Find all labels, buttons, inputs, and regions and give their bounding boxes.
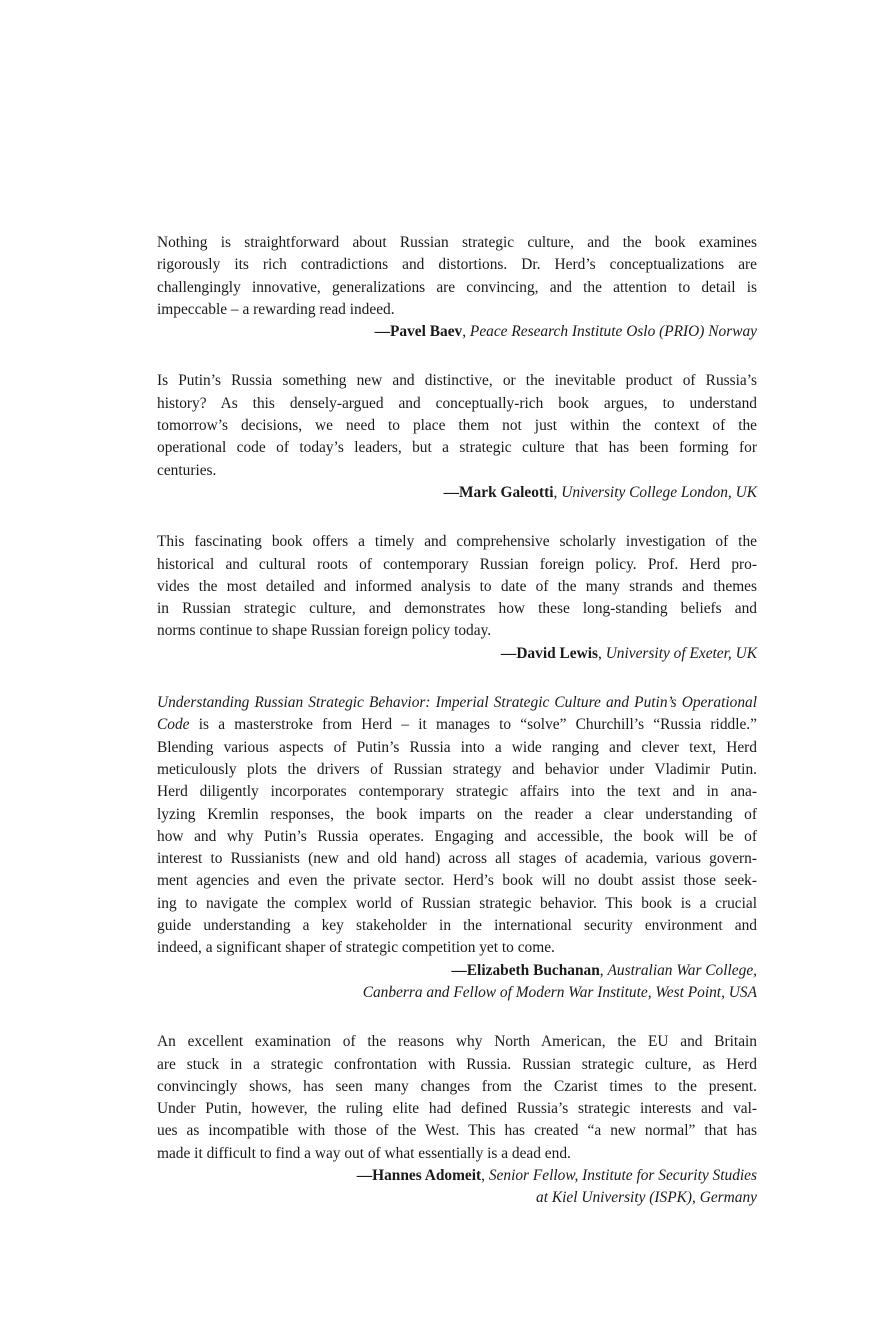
endorser-affiliation: Australian War College, (607, 961, 757, 979)
endorsement-text-fragment: is a masterstroke from Herd – it manages to “solve” Churchill’s “Russia riddle.” (189, 716, 757, 734)
endorsement-galeotti (157, 370, 757, 504)
endorser-name: Pavel Baev (389, 323, 463, 341)
endorsement-text-line: are stuck in a strategic confrontation with Russia. Russian strategic culture, as Herd (157, 1055, 757, 1073)
endorsement-text-line: lyzing Kremlin responses, the book imparts on the reader a clear understanding of (157, 805, 757, 823)
endorsement-text-line: norms continue to shape Russian foreign policy today. (157, 622, 492, 640)
endorsement-text-line: Is Putin’s Russia something new and distinctive, or the inevitable product of Russia’s (157, 372, 757, 390)
endorsement-text-line: how and why Putin’s Russia operates. Engaging and accessible, the book will be of (157, 827, 757, 845)
endorsement-text-line: interest to Russianists (new and old hand) across all stages of academia, various govern- (157, 850, 757, 868)
endorsement-baev (157, 232, 757, 343)
attribution-dash: — (443, 483, 460, 501)
attribution-dash: — (451, 961, 467, 979)
endorsement-attribution (157, 482, 757, 504)
endorsement-text-line: ment agencies and even the private sector. Herd’s book will no doubt assist those seek- (157, 872, 757, 890)
endorser-affiliation: Senior Fellow, Institute for Security Studies (488, 1166, 757, 1184)
endorsement-text-line: Nothing is straightforward about Russian strategic culture, and the book examines (157, 234, 757, 251)
endorsement-text-line: challengingly innovative, generalizations are convincing, and the attention to detail is (157, 278, 757, 296)
endorsement-text-line: Blending various aspects of Putin’s Russia into a wide ranging and clever text, Herd (157, 738, 757, 756)
attribution-dash: — (356, 1166, 373, 1184)
endorser-affiliation-continued: at Kiel University (ISPK), Germany (536, 1189, 757, 1207)
endorsement-text-line: historical and cultural roots of contemporary Russian foreign policy. Prof. Herd pro- (157, 555, 757, 573)
attribution-dash: — (374, 323, 390, 341)
endorsement-text-line: tomorrow’s decisions, we need to place them not just within the context of the (157, 417, 757, 435)
attribution-separator: , (597, 644, 606, 662)
attribution-separator: , (553, 483, 562, 501)
endorsement-text-line: made it difficult to find a way out of what essentially is a dead end. (157, 1144, 571, 1162)
endorsement-text-line: ing to navigate the complex world of Russian strategic behavior. This book is a crucial (157, 894, 757, 912)
endorsement-text-line: in Russian strategic culture, and demonstrates how these long-standing beliefs and (157, 600, 757, 618)
endorsement-lewis (157, 531, 757, 665)
book-title-line: Understanding Russian Strategic Behavior: Imperial Strategic Culture and Putin’s Operational (157, 694, 757, 712)
attribution-separator: , (599, 961, 608, 979)
endorsement-text-line: meticulously plots the drivers of Russian strategy and behavior under Vladimir Putin. (157, 760, 757, 778)
endorsement-text-line: ues as incompatible with those of the West. This has created “a new normal” that has (157, 1122, 757, 1140)
endorsement-attribution (157, 1165, 757, 1187)
endorsement-text-line: An excellent examination of the reasons why North American, the EU and Britain (157, 1033, 757, 1051)
endorsement-text-line: guide understanding a key stakeholder in the international security environment and (157, 917, 757, 935)
endorsement-text-line: indeed, a significant shaper of strategic competition yet to come. (157, 939, 555, 957)
endorsement-text-line (157, 714, 757, 736)
endorsement-buchanan (157, 692, 757, 1004)
endorsement-text-line: Herd diligently incorporates contemporary strategic affairs into the text and in ana- (157, 783, 757, 801)
book-title-continuation: Code (157, 716, 190, 734)
endorsement-text-line: This fascinating book offers a timely and comprehensive scholarly investigation of the (157, 533, 757, 551)
endorser-name: Mark Galeotti (459, 483, 554, 501)
attribution-separator: , (481, 1166, 489, 1184)
endorsement-text-line: history? As this densely-argued and conceptually-rich book argues, to understand (157, 394, 757, 412)
endorsements-page (157, 232, 757, 1237)
endorser-name: Elizabeth Buchanan (466, 961, 600, 979)
endorsement-attribution (157, 643, 757, 665)
endorsement-text-line: centuries. (157, 461, 217, 479)
endorser-affiliation: Peace Research Institute Oslo (PRIO) Norway (469, 323, 757, 341)
endorsement-text-line: convincingly shows, has seen many changes from the Czarist times to the present. (157, 1077, 757, 1095)
endorsement-text-line: rigorously its rich contradictions and distortions. Dr. Herd’s conceptualizations are (157, 256, 757, 274)
endorser-affiliation: University of Exeter, UK (605, 644, 757, 662)
endorsement-text-line: Under Putin, however, the ruling elite had defined Russia’s strategic interests and val- (157, 1100, 757, 1118)
endorsement-adomeit (157, 1031, 757, 1209)
endorsement-text-line: impeccable – a rewarding read indeed. (157, 300, 395, 318)
attribution-dash: — (500, 644, 517, 662)
endorser-affiliation-continued: Canberra and Fellow of Modern War Institute, West Point, USA (362, 983, 757, 1001)
endorser-name: David Lewis (516, 644, 598, 662)
endorsement-attribution (157, 960, 757, 982)
endorsement-text-line: operational code of today’s leaders, but a strategic culture that has been forming for (157, 439, 757, 457)
endorser-affiliation: University College London, UK (561, 483, 757, 501)
attribution-separator: , (462, 323, 470, 341)
endorsement-text-line: vides the most detailed and informed analysis to date of the many strands and themes (157, 577, 757, 595)
endorser-name: Hannes Adomeit (372, 1166, 482, 1184)
endorsement-attribution (157, 321, 757, 343)
